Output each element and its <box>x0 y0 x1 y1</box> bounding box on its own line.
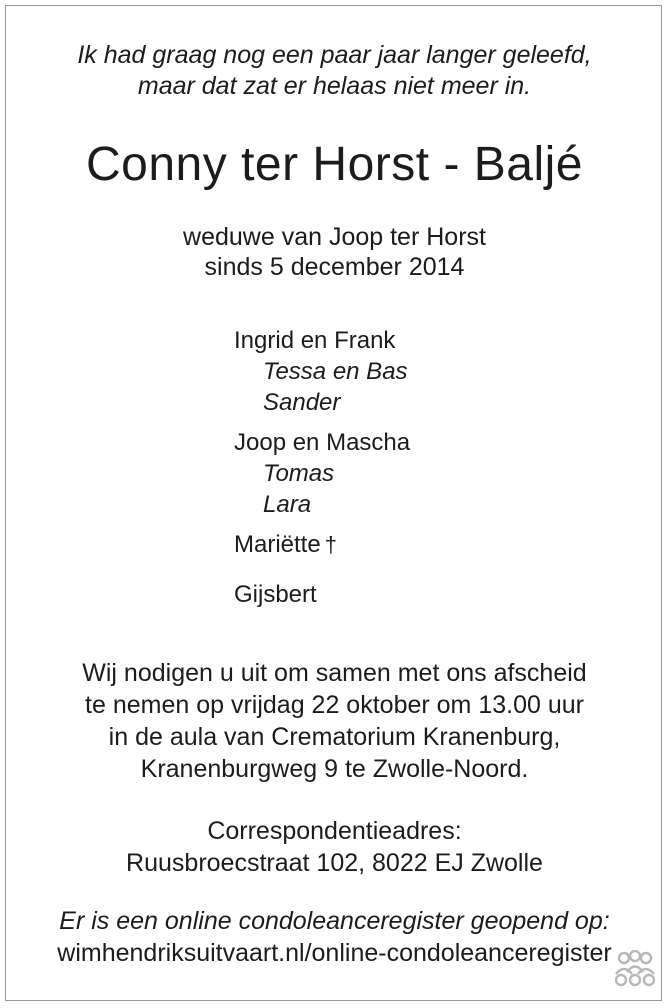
correspondence-label: Correspondentieadres: <box>207 817 462 845</box>
widow-line-2: sinds 5 december 2014 <box>204 253 465 281</box>
correspondence-address <box>0 815 669 879</box>
invitation-text <box>0 657 669 785</box>
widow-info <box>0 222 669 282</box>
online-register <box>0 905 669 969</box>
online-register-intro: Er is een online condoleanceregister geopend op: <box>59 907 610 935</box>
invitation-line: in de aula van Crematorium Kranenburg, <box>108 723 561 751</box>
family-child: Gijsbert <box>234 581 317 608</box>
cross-icon: † <box>324 532 337 557</box>
family-grandchild: Tessa en Bas <box>263 358 408 385</box>
motto-line-1: Ik had graag nog een paar jaar langer geleefd, <box>77 41 592 69</box>
deceased-child-name: Mariëtte <box>234 531 321 558</box>
invitation-line: Kranenburgweg 9 te Zwolle-Noord. <box>140 755 529 783</box>
online-register-url[interactable]: wimhendriksuitvaart.nl/online-condoleanceregister <box>57 939 612 967</box>
family-parents-2: Joop en Mascha <box>234 429 411 456</box>
motto-line-2: maar dat zat er helaas niet meer in. <box>137 72 532 100</box>
people-group-icon <box>612 950 658 990</box>
invitation-line: te nemen op vrijdag 22 oktober om 13.00 uur <box>85 691 584 719</box>
family-parents-1: Ingrid en Frank <box>234 327 396 354</box>
correspondence-street: Ruusbroecstraat 102, 8022 EJ Zwolle <box>126 849 543 877</box>
invitation-line: Wij nodigen u uit om samen met ons afscheid <box>82 659 587 687</box>
family-grandchild: Lara <box>263 491 312 518</box>
deceased-name: Conny ter Horst - Baljé <box>85 138 583 191</box>
family-deceased-child <box>234 529 534 560</box>
family-grandchild: Tomas <box>263 460 335 487</box>
widow-line-1: weduwe van Joop ter Horst <box>183 223 486 251</box>
family-list <box>234 325 534 610</box>
motto-quote <box>0 40 669 102</box>
family-grandchild: Sander <box>263 389 341 416</box>
